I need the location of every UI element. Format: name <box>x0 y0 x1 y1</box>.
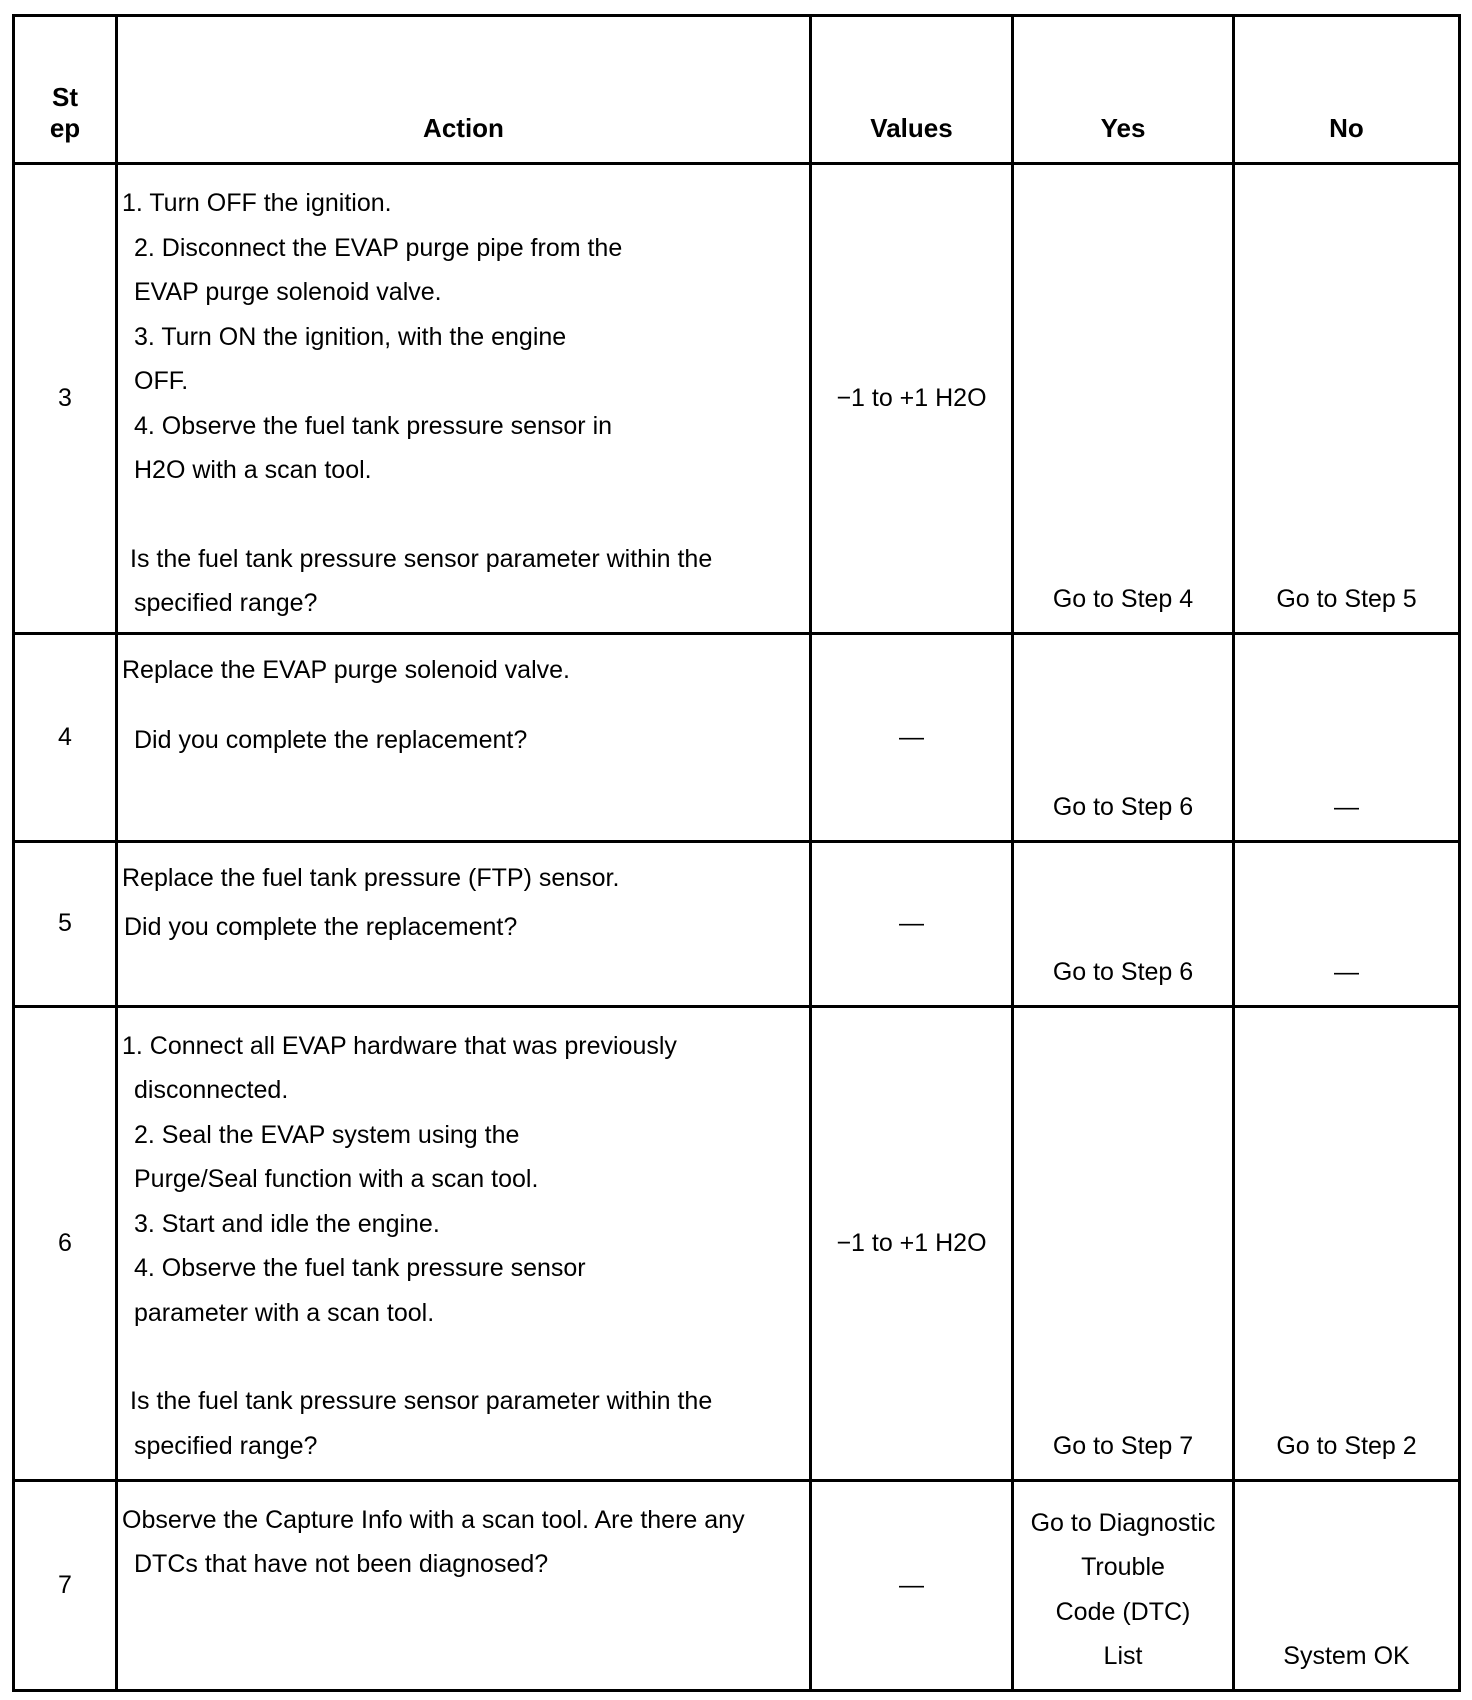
yes-line: Trouble <box>1081 1553 1165 1581</box>
step-number: 6 <box>14 1006 117 1480</box>
header-row <box>14 16 1460 164</box>
action-line: 1. Turn OFF the ignition. <box>122 189 392 217</box>
action-cell <box>117 164 811 634</box>
yes-cell: Go to Step 6 <box>1013 841 1234 1006</box>
action-line: OFF. <box>134 367 189 395</box>
yes-cell: Go to Step 4 <box>1013 164 1234 634</box>
header-action: Action <box>117 16 811 164</box>
action-line: disconnected. <box>134 1076 289 1104</box>
question-line: specified range? <box>134 589 318 617</box>
no-cell: System OK <box>1234 1480 1460 1690</box>
action-line: H2O with a scan tool. <box>134 456 372 484</box>
step-number: 5 <box>14 841 117 1006</box>
table-row-step-5 <box>14 841 1460 1006</box>
question-line: Is the fuel tank pressure sensor parameter within the <box>130 544 713 573</box>
header-yes: Yes <box>1013 16 1234 164</box>
question-line: Is the fuel tank pressure sensor parameter within the <box>130 1387 713 1415</box>
action-line: 1. Connect all EVAP hardware that was previously <box>122 1031 677 1060</box>
table-row-step-6 <box>14 1006 1460 1480</box>
step-number: 4 <box>14 633 117 841</box>
no-cell: Go to Step 5 <box>1234 164 1460 634</box>
action-line: 4. Observe the fuel tank pressure sensor in <box>134 411 613 440</box>
no-cell: — <box>1234 633 1460 841</box>
value-cell: −1 to +1 H2O <box>811 164 1013 634</box>
no-cell: Go to Step 2 <box>1234 1006 1460 1480</box>
table-row-step-3 <box>14 164 1460 634</box>
action-line: Purge/Seal function with a scan tool. <box>134 1165 539 1193</box>
yes-line: Code (DTC) <box>1055 1597 1191 1626</box>
action-line: 4. Observe the fuel tank pressure sensor <box>134 1254 586 1282</box>
question-line: Did you complete the replacement? <box>124 912 518 941</box>
yes-cell: Go to Step 7 <box>1013 1006 1234 1480</box>
action-line: 3. Turn ON the ignition, with the engine <box>134 322 567 351</box>
action-cell <box>117 841 811 1006</box>
action-line: Observe the Capture Info with a scan tool. Are there any <box>122 1505 745 1534</box>
header-no: No <box>1234 16 1460 164</box>
action-line: Replace the fuel tank pressure (FTP) sensor. <box>122 863 620 892</box>
action-line: 2. Disconnect the EVAP purge pipe from the <box>134 233 623 262</box>
yes-cell <box>1013 1480 1234 1690</box>
action-line: parameter with a scan tool. <box>134 1298 435 1327</box>
value-cell: — <box>811 841 1013 1006</box>
value-cell: — <box>811 1480 1013 1690</box>
step-number: 3 <box>14 164 117 634</box>
no-cell: — <box>1234 841 1460 1006</box>
diagnostic-table <box>12 14 1461 1692</box>
action-cell <box>117 1480 811 1690</box>
question-line: Did you complete the replacement? <box>134 725 528 754</box>
action-line: Replace the EVAP purge solenoid valve. <box>122 655 570 684</box>
header-step <box>14 16 117 164</box>
action-cell <box>117 1006 811 1480</box>
table-row-step-7 <box>14 1480 1460 1690</box>
action-line: 3. Start and idle the engine. <box>134 1209 440 1238</box>
header-step-line2: ep <box>49 113 81 143</box>
action-line: EVAP purge solenoid valve. <box>134 278 442 306</box>
value-cell: −1 to +1 H2O <box>811 1006 1013 1480</box>
header-step-line1: St <box>52 82 78 112</box>
question-line: DTCs that have not been diagnosed? <box>134 1550 549 1578</box>
step-number: 7 <box>14 1480 117 1690</box>
question-line: specified range? <box>134 1431 318 1460</box>
header-values: Values <box>811 16 1013 164</box>
yes-cell: Go to Step 6 <box>1013 633 1234 841</box>
table-row-step-4 <box>14 633 1460 841</box>
action-cell <box>117 633 811 841</box>
yes-line: List <box>1103 1642 1143 1670</box>
value-cell: — <box>811 633 1013 841</box>
yes-line: Go to Diagnostic <box>1030 1508 1216 1537</box>
action-line: 2. Seal the EVAP system using the <box>134 1120 520 1149</box>
